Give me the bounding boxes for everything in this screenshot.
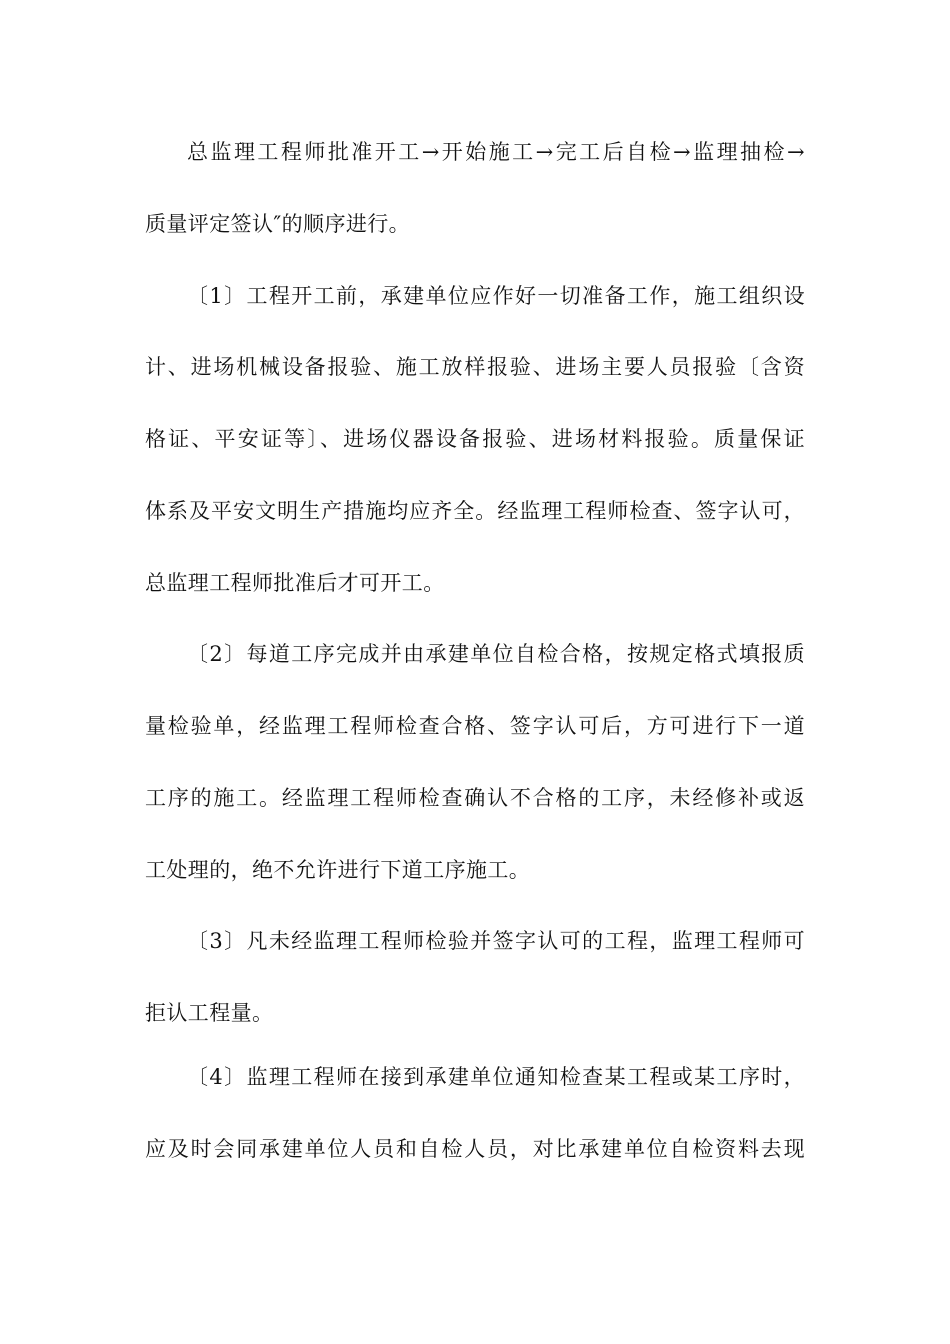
text-line: 体系及平安文明生产措施均应齐全。经监理工程师检查、签字认可， — [145, 499, 805, 523]
text-line: 量检验单，经监理工程师检查合格、签字认可后，方可进行下一道 — [145, 714, 805, 738]
text-line: 〔2〕每道工序完成并由承建单位自检合格，按规定格式填报质 — [187, 642, 805, 666]
text-line: 计、进场机械设备报验、施工放样报验、进场主要人员报验〔含资 — [145, 355, 805, 379]
text-line: 工序的施工。经监理工程师检查确认不合格的工序，未经修补或返 — [145, 786, 805, 810]
text-line: 工处理的，绝不允许进行下道工序施工。 — [145, 858, 531, 882]
text-line: 总监理工程师批准后才可开工。 — [145, 571, 445, 595]
text-line: 〔3〕凡未经监理工程师检验并签字认可的工程，监理工程师可 — [187, 929, 805, 953]
text-line: 格证、平安证等〕、进场仪器设备报验、进场材料报验。质量保证 — [145, 427, 805, 451]
text-line: 拒认工程量。 — [145, 1001, 274, 1025]
text-line: 〔4〕监理工程师在接到承建单位通知检查某工程或某工序时， — [187, 1065, 805, 1089]
text-line: 〔1〕工程开工前，承建单位应作好一切准备工作，施工组织设 — [187, 284, 805, 308]
text-line: 质量评定签认″的顺序进行。 — [145, 212, 411, 236]
text-line: 应及时会同承建单位人员和自检人员，对比承建单位自检资料去现 — [145, 1137, 805, 1161]
text-line: 总监理工程师批准开工→开始施工→完工后自检→监理抽检→ — [187, 140, 805, 164]
